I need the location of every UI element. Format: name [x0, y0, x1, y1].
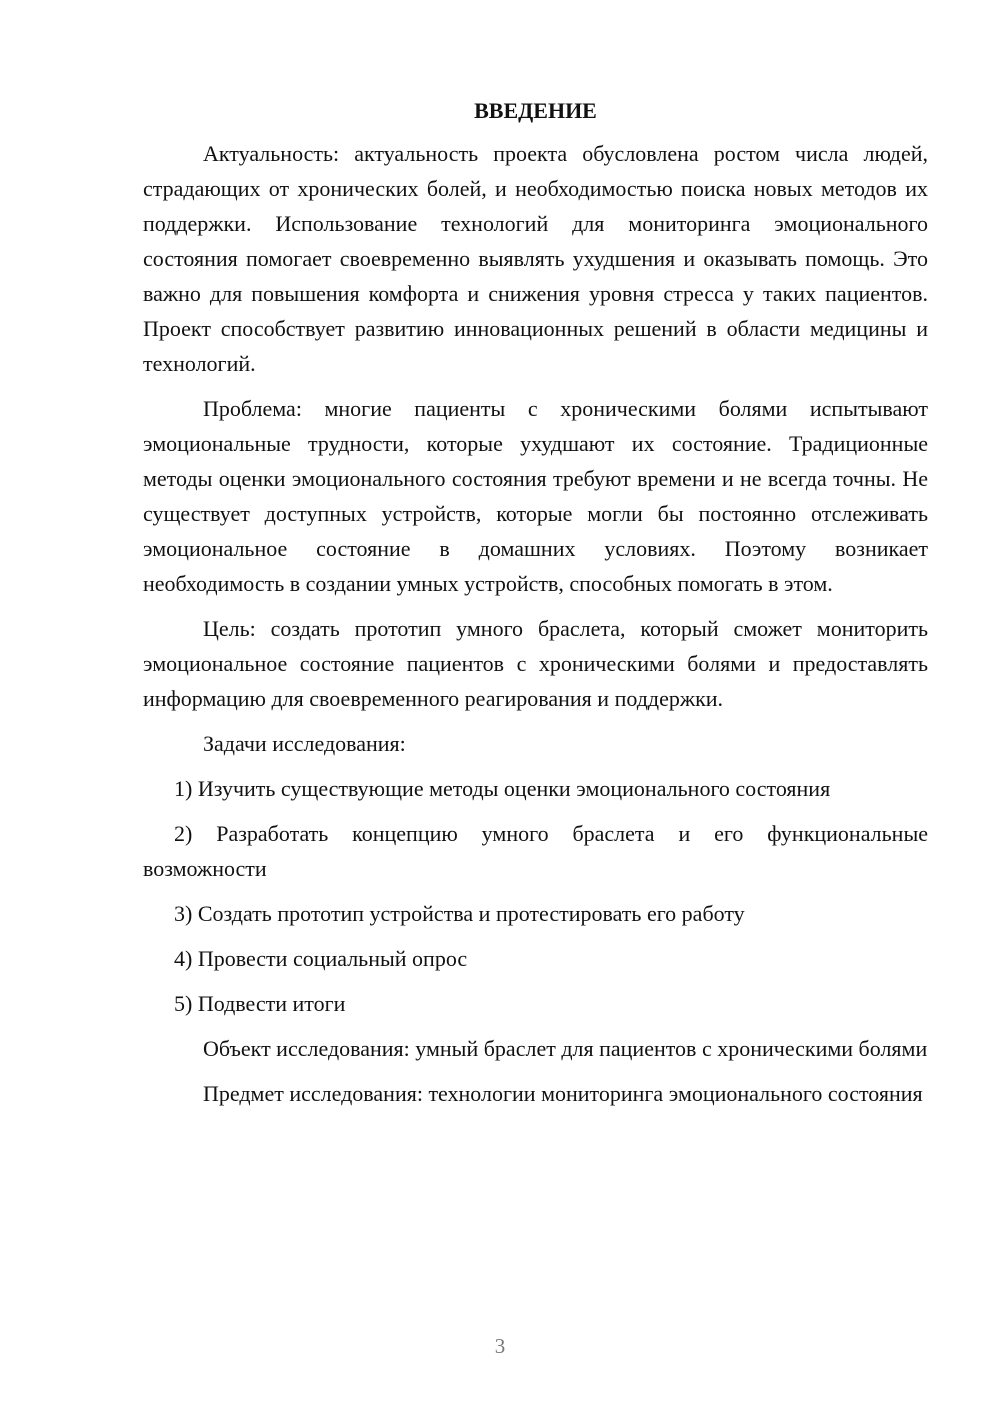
task-item-5: 5) Подвести итоги	[174, 991, 346, 1016]
research-object-paragraph: Объект исследования: умный браслет для пациентов с хроническими болями	[203, 1036, 928, 1061]
task-item-3: 3) Создать прототип устройства и протестировать его работу	[174, 901, 745, 926]
page-content	[143, 96, 928, 1121]
goal-paragraph: Цель: создать прототип умного браслета, который сможет мониторить эмоциональное состояние пациентов с хроническими болями и предоставлять информацию для своевременного реагирования и поддержки.	[143, 616, 928, 711]
relevance-paragraph: Актуальность: актуальность проекта обусловлена ростом числа людей, страдающих от хронических болей, и необходимостью поиска новых методов их поддержки. Использование технологий для мониторинга эмоционального состояния помогает своевременно выявлять ухудшения и оказывать помощь. Это важно для повышения комфорта и снижения уровня стресса у таких пациентов. Проект способствует развитию инновационных решений в области медицины и технологий.	[143, 141, 928, 376]
research-subject-paragraph: Предмет исследования: технологии мониторинга эмоционального состояния	[203, 1081, 923, 1106]
problem-paragraph: Проблема: многие пациенты с хроническими болями испытывают эмоциональные трудности, которые ухудшают их состояние. Традиционные методы оценки эмоционального состояния требуют времени и не всегда точны. Не существует доступных устройств, которые могли бы постоянно отслеживать эмоциональное состояние в домашних условиях. Поэтому возникает необходимость в создании умных устройств, способных помогать в этом.	[143, 396, 928, 596]
task-item-4: 4) Провести социальный опрос	[174, 946, 468, 971]
section-title: ВВЕДЕНИЕ	[474, 98, 597, 123]
task-item-1: 1) Изучить существующие методы оценки эмоционального состояния	[174, 776, 831, 801]
tasks-heading: Задачи исследования:	[203, 731, 406, 756]
task-item-2: 2) Разработать концепцию умного браслета и его функциональные возможности	[143, 821, 928, 881]
page-number: 3	[494, 1334, 506, 1358]
